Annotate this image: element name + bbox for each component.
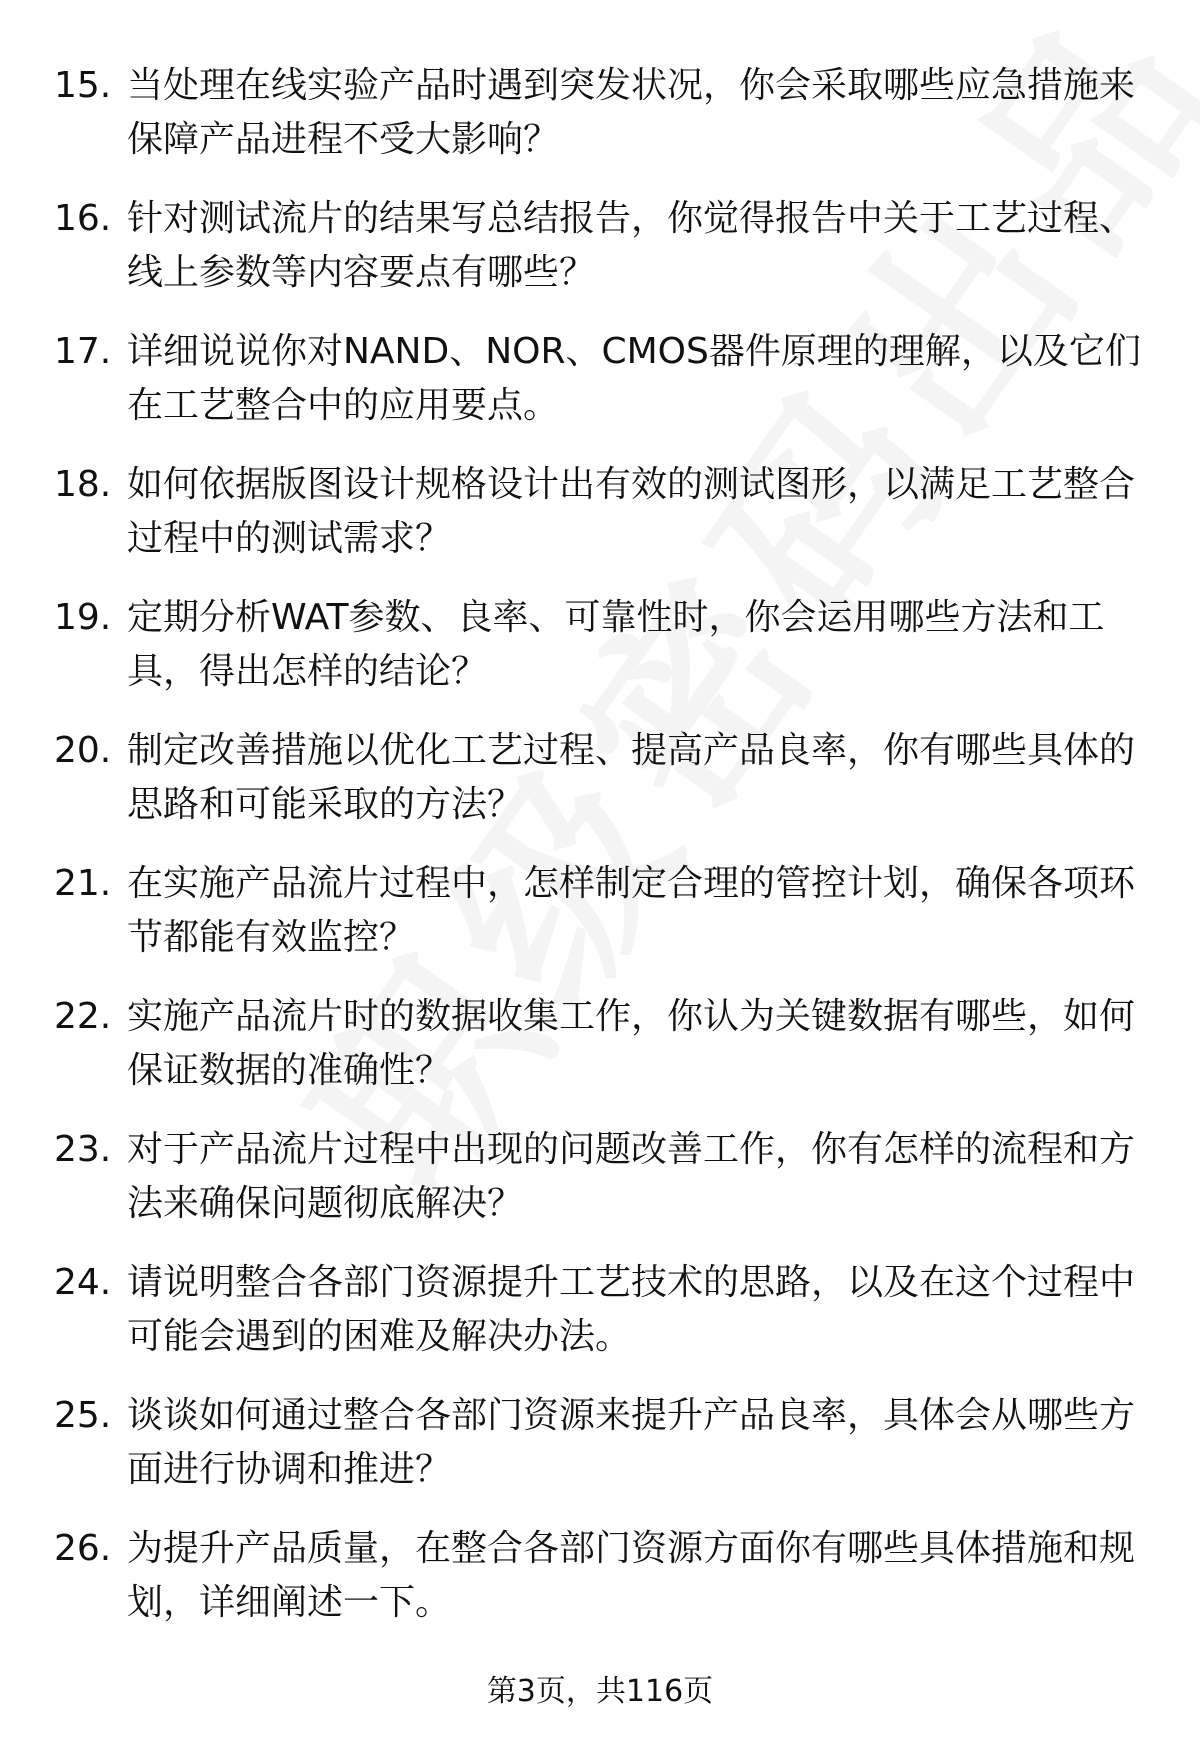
- question-item-25: [0, 1389, 1200, 1522]
- question-item-23: [0, 1123, 1200, 1256]
- question-number: 26.: [54, 1528, 112, 1569]
- question-text: 详细说说你对NAND、NOR、CMOS器件原理的理解，以及它们在工艺整合中的应用要点。: [127, 331, 1141, 426]
- question-item-16: [0, 192, 1200, 325]
- question-number: 18.: [54, 464, 112, 505]
- question-number: 25.: [54, 1395, 112, 1436]
- question-item-17: [0, 325, 1200, 458]
- question-text: 针对测试流片的结果写总结报告，你觉得报告中关于工艺过程、线上参数等内容要点有哪些？: [127, 198, 1136, 293]
- question-number: 20.: [54, 730, 112, 771]
- question-item-22: [0, 990, 1200, 1123]
- question-item-15: [0, 59, 1200, 192]
- question-number: 17.: [54, 331, 112, 372]
- question-item-19: [0, 591, 1200, 724]
- question-text: 为提升产品质量，在整合各部门资源方面你有哪些具体措施和规划，详细阐述一下。: [127, 1528, 1136, 1623]
- question-number: 19.: [54, 597, 112, 638]
- question-item-20: [0, 724, 1200, 857]
- question-item-24: [0, 1256, 1200, 1389]
- question-text: 在实施产品流片过程中，怎样制定合理的管控计划，确保各项环节都能有效监控？: [127, 863, 1136, 958]
- question-text: 对于产品流片过程中出现的问题改善工作，你有怎样的流程和方法来确保问题彻底解决？: [127, 1129, 1136, 1224]
- question-text: 定期分析WAT参数、良率、可靠性时，你会运用哪些方法和工具，得出怎样的结论？: [127, 597, 1105, 692]
- question-item-18: [0, 458, 1200, 591]
- question-text: 如何依据版图设计规格设计出有效的测试图形，以满足工艺整合过程中的测试需求？: [127, 464, 1136, 559]
- question-item-26: [0, 1522, 1200, 1655]
- question-number: 22.: [54, 996, 112, 1037]
- question-text: 实施产品流片时的数据收集工作，你认为关键数据有哪些，如何保证数据的准确性？: [127, 996, 1136, 1091]
- question-number: 23.: [54, 1129, 112, 1170]
- question-number: 15.: [54, 65, 112, 106]
- question-number: 24.: [54, 1262, 112, 1303]
- question-text: 制定改善措施以优化工艺过程、提高产品良率，你有哪些具体的思路和可能采取的方法？: [127, 730, 1136, 825]
- question-text: 请说明整合各部门资源提升工艺技术的思路，以及在这个过程中可能会遇到的困难及解决办法。: [127, 1262, 1136, 1357]
- question-item-21: [0, 857, 1200, 990]
- page-number-footer: 第3页，共116页: [486, 1674, 714, 1709]
- question-number: 21.: [54, 863, 112, 904]
- question-text: 当处理在线实验产品时遇到突发状况，你会采取哪些应急措施来保障产品进程不受大影响？: [127, 65, 1136, 160]
- question-number: 16.: [54, 198, 112, 239]
- question-text: 谈谈如何通过整合各部门资源来提升产品良率，具体会从哪些方面进行协调和推进？: [127, 1395, 1136, 1490]
